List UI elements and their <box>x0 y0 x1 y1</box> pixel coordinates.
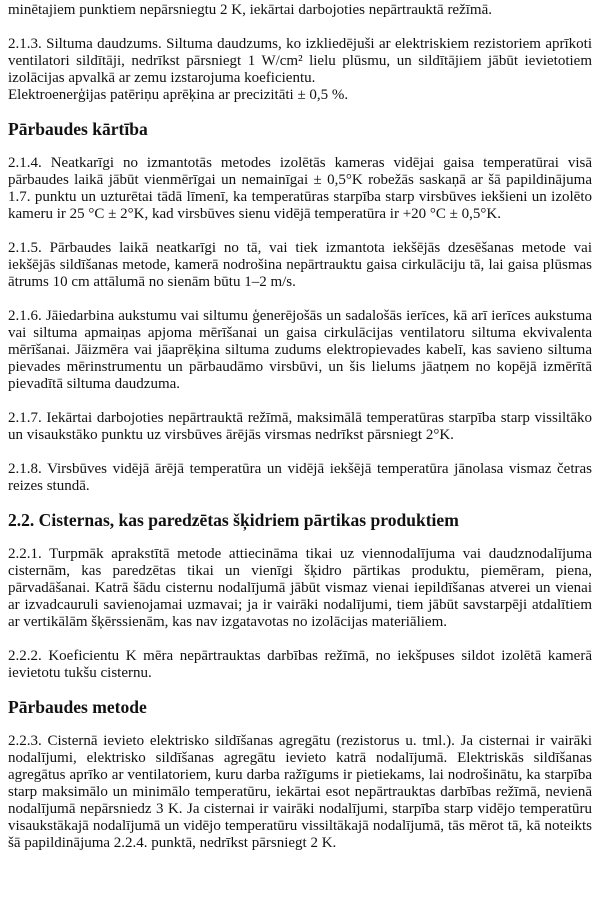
paragraph-2-1-7: 2.1.7. Iekārtai darbojoties nepārtrauktā režīmā, maksimālā temperatūras starpība starp vissiltāko un visaukstāko punktu uz virsbūves ārējās virsmas nedrīkst pārsniegt 2°K. <box>8 410 592 443</box>
paragraph-2-2-1: 2.2.1. Turpmāk aprakstītā metode attiecināma tikai uz viennodalījuma vai daudznodalījuma cisternām, kas paredzētas tikai un vienīgi šķidro pārtikas produktu, piemēram, piena, pārvadāšanai. Katrā šādu cisternu nodalījumā jābūt vismaz vienai iepildīšanas atverei un vienai ar izvadcauruli savienojamai uzmavai; ja ir vairāki nodalījumi, tiem jābūt savstarpēji atdalītiem ar vertikālām šķērssienām, kas nav izgatavotas no izolācijas materiāliem. <box>8 546 592 630</box>
paragraph-2-1-6: 2.1.6. Jāiedarbina aukstumu vai siltumu ģenerējošās un sadalošās ierīces, kā arī ierīces aukstuma vai siltuma apmaiņas apjoma mērīšanai un gaisa cirkulācijas ventilatoru siltuma ekvivalenta mērīšanai. Jāizmēra vai jāaprēķina siltuma zudums elektropievades kabelī, kas savieno siltuma pievades mērinstrumentu un pārbaudāmo virsbūvi, un šis lielums jāatņem no kopējā izmērītā pievadītā siltuma daudzuma. <box>8 308 592 392</box>
paragraph-2-1-5: 2.1.5. Pārbaudes laikā neatkarīgi no tā, vai tiek izmantota iekšējās dzesēšanas metode vai iekšējās sildīšanas metode, kamerā nodrošina nepārtrauktu gaisa cirkulāciju tā, lai gaisa plūsmas ātrums 10 cm attālumā no sienām būtu 1–2 m/s. <box>8 240 592 290</box>
paragraph-continuation <box>8 2 592 19</box>
paragraph-2-1-3 <box>8 36 592 104</box>
text-line: 2.1.3. Siltuma daudzums. Siltuma daudzums, ko izkliedējuši ar elektriskiem rezistoriem aprīkoti ventilatori sildītāji, nedrīkst pārsniegt 1 W/cm² lielu plūsmu, un sildītājiem jābūt ievietotiem izolācijas apvalkā ar zemu izstarojuma koeficientu. <box>8 36 592 86</box>
paragraph-2-1-4: 2.1.4. Neatkarīgi no izmantotās metodes izolētās kameras vidējai gaisa temperatūrai visā pārbaudes laikā jābūt vienmērīgai un nemainīgai ± 0,5°K robežās saskaņā ar šā papildinājuma 1.7. punktu un uzturētai tādā līmenī, ka temperatūras starpība starp virsbūves iekšieni un izolēto kameru ir 25 °C ± 2°K, kad virsbūves sienu vidējā temperatūra ir +20 °C ± 0,5°K. <box>8 155 592 222</box>
paragraph-2-2-2: 2.2.2. Koeficientu K mēra nepārtrauktas darbības režīmā, no iekšpuses sildot izolētā kamerā ievietotu tukšu cisternu. <box>8 648 592 681</box>
paragraph-2-1-8: 2.1.8. Virsbūves vidējā ārējā temperatūra un vidējā iekšējā temperatūra jānolasa vismaz četras reizes stundā. <box>8 461 592 494</box>
heading-parbaudes-kartiba: Pārbaudes kārtība <box>8 119 148 139</box>
heading-section-2-2: 2.2. Cisternas, kas paredzētas šķidriem pārtikas produktiem <box>8 510 459 530</box>
paragraph-2-2-3: 2.2.3. Cisternā ievieto elektrisko sildīšanas agregātu (rezistorus u. tml.). Ja cisternai ir vairāki nodalījumi, elektrisko sildīšanas agregātu ievieto katrā nodalījumā. Elektriskās sildīšanas agregātus aprīko ar ventilatoriem, kuru darba ražīgums ir pietiekams, lai nodrošinātu, ka starpība starp maksimālo un minimālo temperatūru, iekārtai esot nepārtrauktas darbības režīmā, nevienā nodalījumā nepārsniedz 3 K. Ja cisternai ir vairāki nodalījumi, starpība starp vidējo temperatūru visaukstākajā nodalījumā un vidējo temperatūru vissiltākajā nodalījumā, tās mērot tā, kā noteikts šā papildinājuma 2.2.4. punktā, nedrīkst pārsniegt 2 K. <box>8 733 592 851</box>
text-line: Elektroenerģijas patēriņu aprēķina ar precizitāti ± 0,5 %. <box>8 87 349 103</box>
text-line: minētajiem punktiem nepārsniegtu 2 K, iekārtai darbojoties nepārtrauktā režīmā. <box>8 2 492 18</box>
heading-parbaudes-metode: Pārbaudes metode <box>8 697 147 717</box>
